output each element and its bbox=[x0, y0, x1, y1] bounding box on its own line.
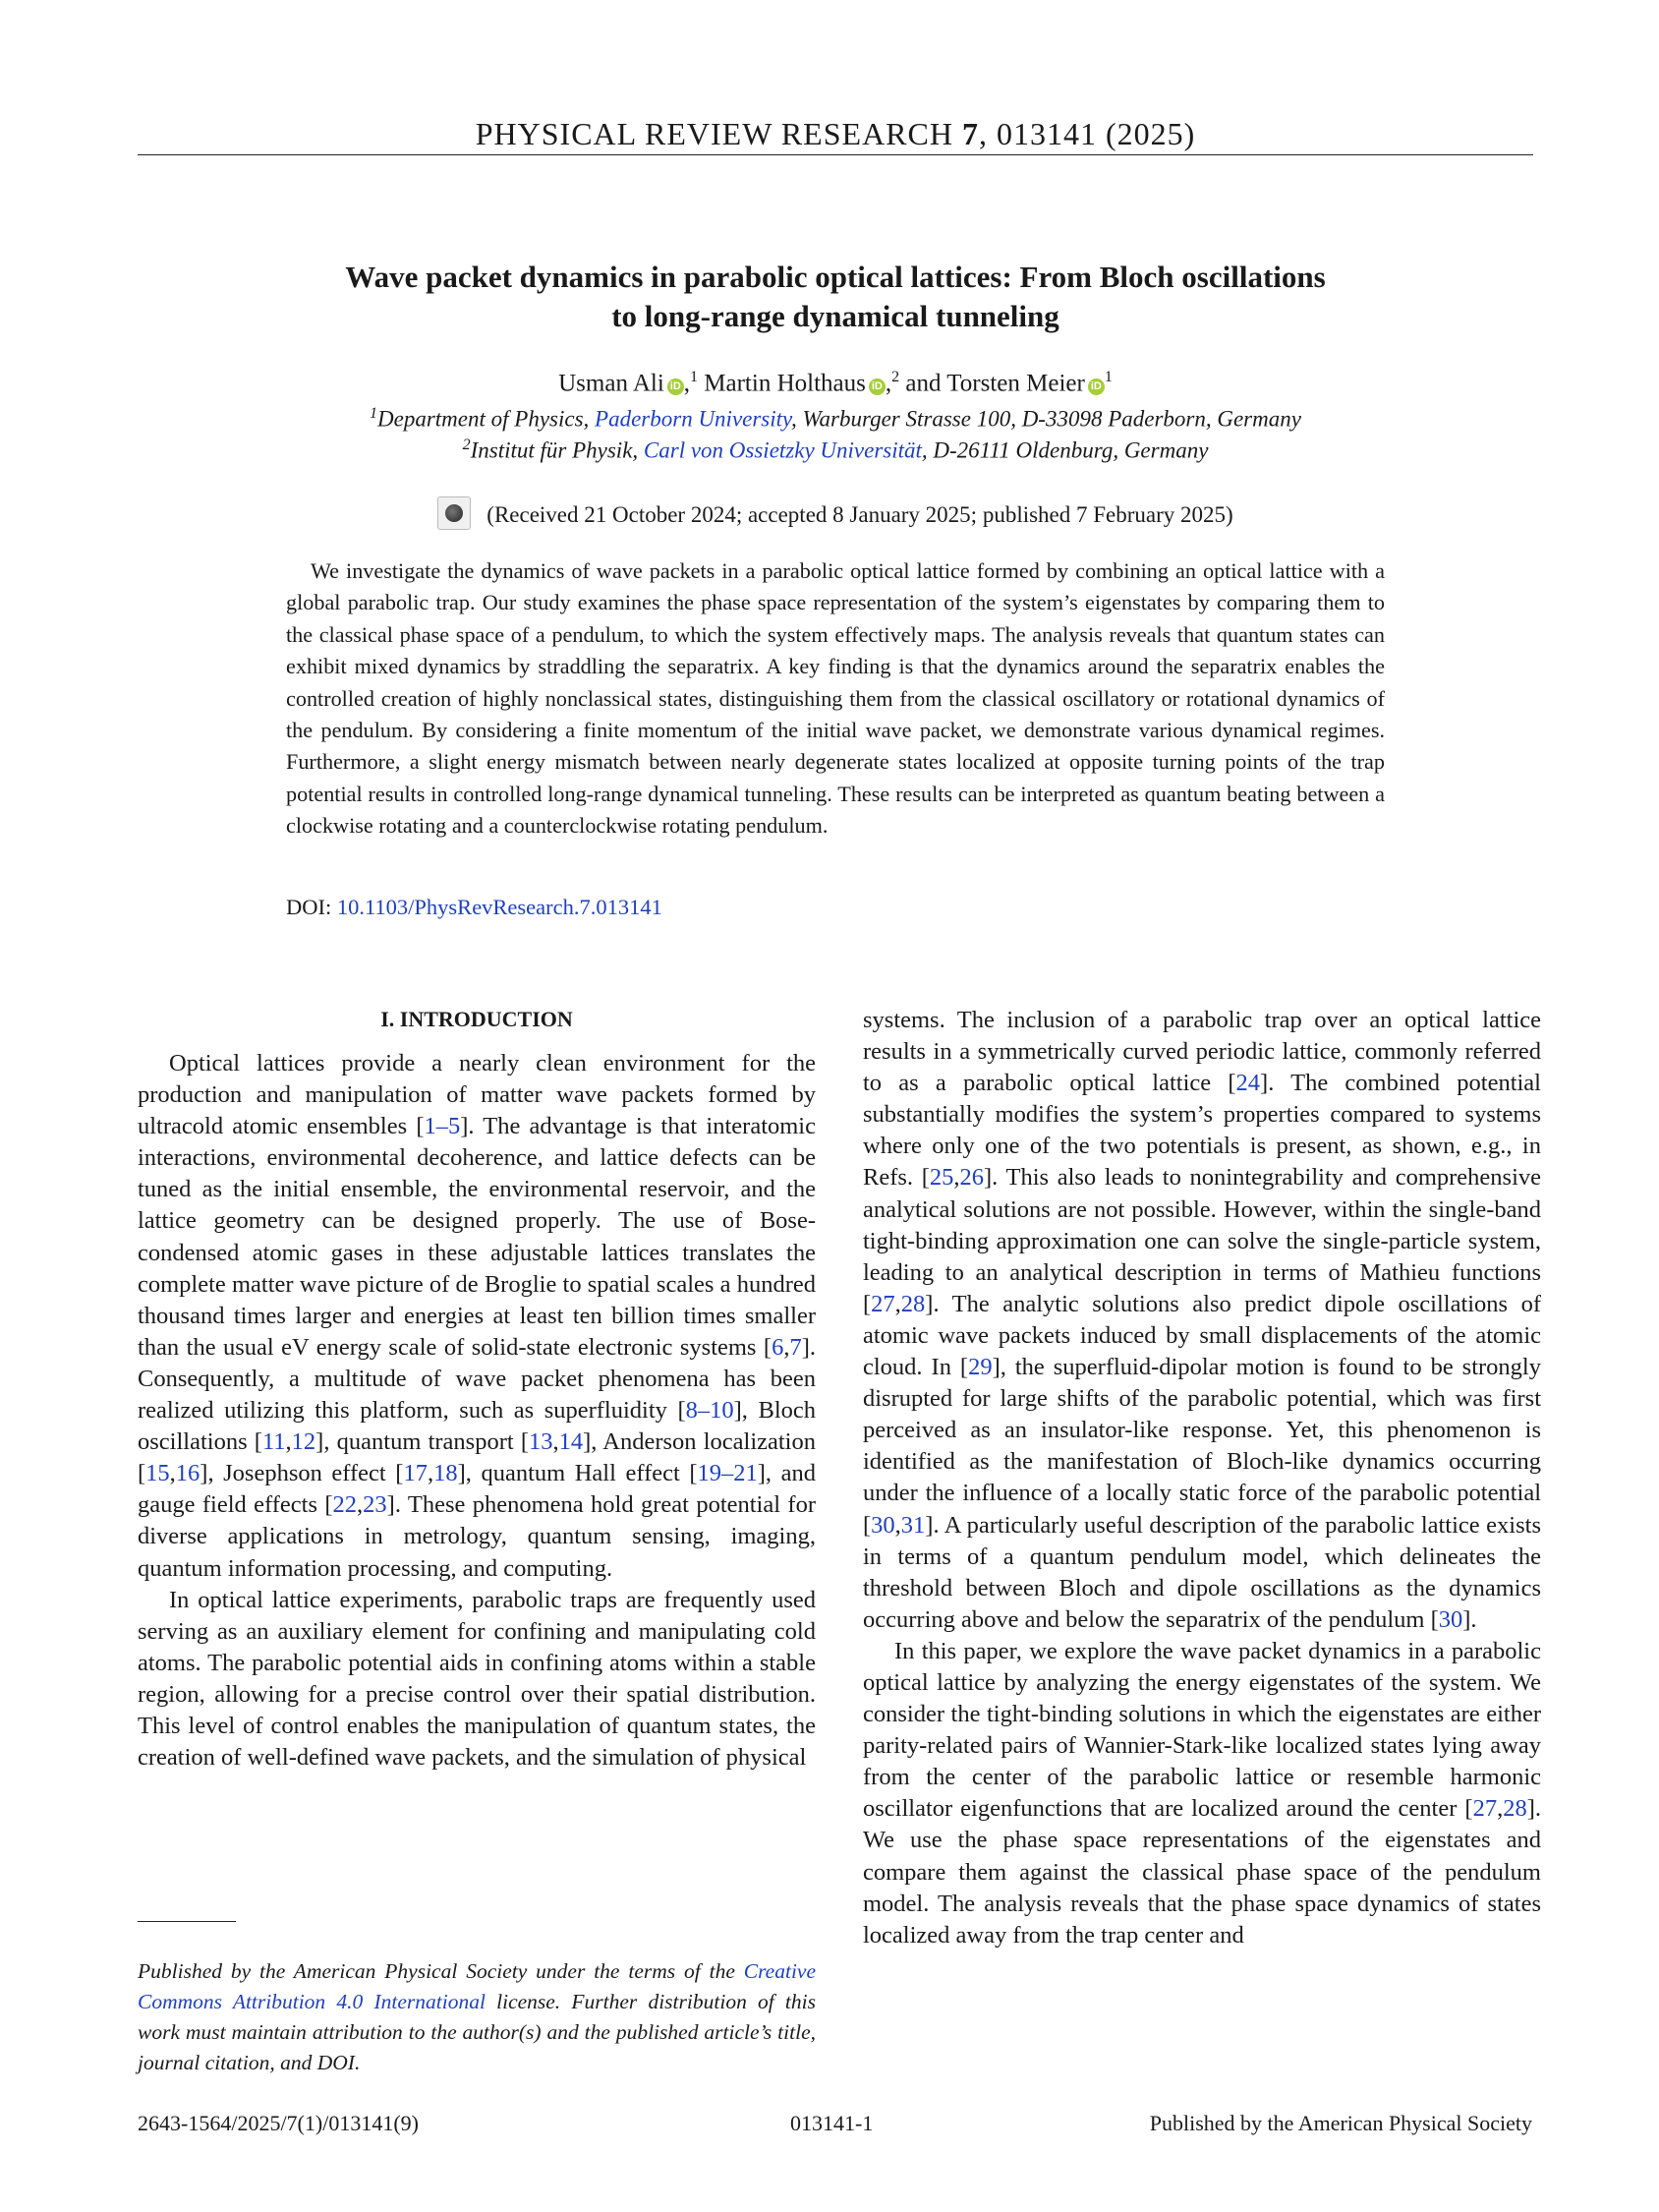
journal-volume: 7 bbox=[961, 116, 979, 151]
paragraph-text: , bbox=[357, 1491, 364, 1519]
paragraph-text: ]. This also leads to nonintegrability and comprehensive analytical solutions are not possible. However, within the single-band tight-binding approximation one can solve the single-particle system, leading to an analytical description in terms of Mathieu functions [ bbox=[863, 1164, 1542, 1317]
right-column bbox=[863, 1005, 1541, 1951]
footnote-rule bbox=[138, 1921, 236, 1922]
journal-name: PHYSICAL REVIEW RESEARCH bbox=[475, 116, 953, 151]
orcid-icon[interactable]: iD bbox=[667, 378, 684, 395]
paragraph-text: , bbox=[552, 1428, 559, 1456]
left-column bbox=[138, 1005, 816, 1774]
paragraph bbox=[138, 1585, 816, 1775]
citation-link[interactable]: 7 bbox=[789, 1333, 802, 1361]
paragraph-text: , bbox=[169, 1460, 176, 1487]
citation-link[interactable]: 25 bbox=[929, 1164, 954, 1192]
citation-link[interactable]: 30 bbox=[1438, 1605, 1463, 1633]
paragraph-text: ]. Consequently, a multitude of wave packet phenomena has been realized utilizing this platform, such as superfluidity [ bbox=[138, 1333, 816, 1425]
paragraph bbox=[863, 1005, 1541, 1636]
footer-page-number: 013141-1 bbox=[790, 2111, 874, 2135]
paragraph-text: , bbox=[1497, 1795, 1504, 1823]
paper-title bbox=[236, 258, 1435, 336]
paragraph-text: ]. The combined potential substantially modifies the system’s properties compared to systems where only one of the two potentials is present, as shown, e.g., in Refs. [ bbox=[863, 1070, 1541, 1192]
author-name: Torsten Meier bbox=[946, 370, 1085, 397]
citation-link[interactable]: 24 bbox=[1235, 1070, 1261, 1097]
check-for-updates-icon[interactable] bbox=[437, 496, 471, 530]
paragraph-text: ], and gauge field effects [ bbox=[138, 1460, 816, 1519]
paragraph-text: , bbox=[894, 1511, 901, 1539]
doi-line: DOI: 10.1103/PhysRevResearch.7.013141 bbox=[286, 895, 662, 919]
paragraph-text: ], quantum Hall effect [ bbox=[457, 1460, 698, 1487]
author-affil-mark: 1 bbox=[1104, 369, 1113, 385]
author-affil-mark: 1 bbox=[690, 369, 699, 385]
affiliation-link[interactable]: Paderborn University bbox=[595, 406, 791, 432]
paragraph bbox=[138, 1048, 816, 1585]
citation-link[interactable]: 18 bbox=[433, 1460, 458, 1487]
journal-article: , 013141 (2025) bbox=[978, 116, 1196, 151]
citation-link[interactable]: 12 bbox=[291, 1428, 316, 1456]
orcid-icon[interactable]: iD bbox=[1088, 378, 1105, 395]
citation-link[interactable]: 31 bbox=[900, 1511, 926, 1539]
citation-link[interactable]: 19–21 bbox=[697, 1460, 758, 1487]
license-footnote: Published by the American Physical Society under the terms of the Creative Commons Attribution 4.0 International license. Further distribution of this work must maintain attribution to the author(s) and the published article’s title, journal citation, and DOI. bbox=[138, 1959, 816, 2074]
title-line-1: Wave packet dynamics in parabolic optical lattices: From Bloch oscillations bbox=[345, 260, 1326, 294]
license-link[interactable]: Creative Commons Attribution 4.0 International bbox=[138, 1959, 816, 2013]
citation-link[interactable]: 26 bbox=[959, 1164, 984, 1192]
header-rule bbox=[138, 154, 1533, 155]
citation-link[interactable]: 27 bbox=[1472, 1795, 1498, 1823]
citation-link[interactable]: 16 bbox=[175, 1460, 200, 1487]
doi-link[interactable]: 10.1103/PhysRevResearch.7.013141 bbox=[336, 895, 662, 919]
paragraph-text: ]. We use the phase space representations of the eigenstates and compare them against the classical phase space of the pendulum model. The analysis reveals that the phase space dynamics of states localized away from the trap center and bbox=[863, 1795, 1541, 1949]
paragraph-text: ], Josephson effect [ bbox=[200, 1460, 404, 1487]
paragraph-text: , bbox=[285, 1428, 292, 1456]
citation-link[interactable]: 30 bbox=[871, 1511, 895, 1539]
citation-link[interactable]: 6 bbox=[772, 1333, 784, 1361]
citation-link[interactable]: 28 bbox=[1503, 1795, 1527, 1823]
paragraph-text: , bbox=[953, 1164, 960, 1192]
author-list: Usman Ali iD ,$^1$ Martin Holthaus iD ,$^2$ and Torsten Meier $iD^1$ bbox=[558, 369, 1113, 397]
citation-link[interactable]: 14 bbox=[558, 1428, 584, 1456]
section-heading: I. INTRODUCTION bbox=[380, 1007, 573, 1031]
citation-link[interactable]: 23 bbox=[363, 1491, 387, 1519]
author-name: Usman Ali bbox=[558, 370, 664, 397]
paragraph-text: ], Bloch oscillations [ bbox=[138, 1397, 817, 1456]
affiliation-link[interactable]: Carl von Ossietzky Universität bbox=[643, 437, 922, 463]
citation-link[interactable]: 29 bbox=[968, 1354, 993, 1381]
footer-publisher: Published by the American Physical Society bbox=[1149, 2111, 1532, 2135]
paragraph-text: In optical lattice experiments, parabolic traps are frequently used serving as an auxiliary element for confining and manipulating cold atoms. The parabolic potential aids in confining atoms within a stable region, allowing for a precise control over their spatial distribution. This level of control enables the manipulation of quantum states, the creation of well-defined wave packets, and the simulation of physical bbox=[138, 1586, 816, 1772]
paragraph-text: Optical lattices provide a nearly clean environment for the production and manipulation of matter wave packets formed by ultracold atomic ensembles [ bbox=[138, 1050, 816, 1140]
citation-link[interactable]: 15 bbox=[145, 1460, 170, 1487]
journal-header bbox=[138, 116, 1533, 152]
citation-link[interactable]: 13 bbox=[529, 1428, 553, 1456]
paragraph bbox=[863, 1636, 1541, 1951]
paragraph-text: , bbox=[783, 1333, 790, 1361]
citation-link[interactable]: 27 bbox=[871, 1290, 895, 1317]
paragraph-text: ], the superfluid-dipolar motion is found to be strongly disrupted for large shifts of the parabolic potential, which was first perceived as an insulator-like response. Yet, this phenomenon is identified as the manifestation of Bloch-like dynamics occurring under the influence of a locally static force of the parabolic potential [ bbox=[863, 1354, 1541, 1539]
citation-link[interactable]: 17 bbox=[403, 1460, 428, 1487]
paragraph-text: ]. The advantage is that interatomic interactions, environmental decoherence, and lattice defects can be tuned as the initial ensemble, the environmental reservoir, and the lattice geometry can be designed properly. The use of Bose-condensed atomic gases in these adjustable lattices translates the complete matter wave picture of de Broglie to spatial scales a hundred thousand times larger and energies at least ten billion times smaller than the usual eV energy scale of solid-state electronic systems [ bbox=[138, 1113, 816, 1361]
paragraph-text: ], quantum transport [ bbox=[315, 1428, 530, 1456]
paragraph-text: ], Anderson localization [ bbox=[138, 1428, 816, 1487]
title-line-2: to long-range dynamical tunneling bbox=[611, 299, 1059, 333]
citation-link[interactable]: 8–10 bbox=[685, 1397, 734, 1425]
paragraph-text: ]. These phenomena hold great potential for diverse applications in metrology, quantum sensing, imaging, quantum information processing, and computing. bbox=[138, 1491, 816, 1582]
citation-link[interactable]: 11 bbox=[261, 1428, 286, 1456]
paragraph-text: ]. A particularly useful description of the parabolic lattice exists in terms of a quantum pendulum model, which delineates the threshold between Bloch and dipole oscillations as the dynamics occurring above and below the separatrix of the pendulum [ bbox=[863, 1511, 1541, 1633]
paragraph-text: ]. The analytic solutions also predict dipole oscillations of atomic wave packets induced by small displacements of the atomic cloud. In [ bbox=[863, 1290, 1541, 1381]
author-name: Martin Holthaus bbox=[704, 370, 866, 397]
citation-link[interactable]: 1–5 bbox=[424, 1113, 461, 1140]
author-affil-mark: 2 bbox=[891, 369, 900, 385]
paragraph-text: systems. The inclusion of a parabolic trap over an optical lattice results in a symmetrically curved periodic lattice, commonly referred to as a parabolic optical lattice [ bbox=[863, 1007, 1541, 1097]
affiliation-1: $^1$Department of Physics, Paderborn University, Warburger Strasse 100, D-33098 Paderborn, Germany bbox=[370, 405, 1301, 432]
paragraph-text: In this paper, we explore the wave packet dynamics in a parabolic optical lattice by analyzing the energy eigenstates of the system. We consider the tight-binding solutions in which the eigenstates are either parity-related pairs of Wannier-Stark-like localized states lying away from the center of the parabolic lattice or resemble harmonic oscillator eigenfunctions that are localized around the center [ bbox=[863, 1637, 1541, 1823]
orcid-icon[interactable]: iD bbox=[869, 378, 886, 395]
footer-issn: 2643-1564/2025/7(1)/013141(9) bbox=[138, 2111, 419, 2135]
paragraph-text: , bbox=[894, 1290, 901, 1317]
affiliation-2: $^2$Institut für Physik, Carl von Ossietzky Universität, D-26111 Oldenburg, Germany bbox=[462, 437, 1209, 463]
citation-link[interactable]: 22 bbox=[332, 1491, 358, 1519]
abstract: We investigate the dynamics of wave packets in a parabolic optical lattice formed by combining an optical lattice with a global parabolic trap. Our study examines the phase space representation of the system’s eigenstates by comparing them to the classical phase space of a pendulum, to which the system effectively maps. The analysis reveals that quantum states can exhibit mixed dynamics by straddling the separatrix. A key finding is that the dynamics around the separatrix enables the controlled creation of highly nonclassical states, distinguishing them from the classical oscillatory or rotational dynamics of the pendulum. By considering a finite momentum of the initial wave packet, we demonstrate various dynamical regimes. Furthermore, a slight energy mismatch between nearly degenerate states localized at opposite turning points of the trap potential results in controlled long-range dynamical tunneling. These results can be interpreted as quantum beating between a clockwise rotating and a counterclockwise rotating pendulum. bbox=[286, 558, 1385, 839]
paragraph-text: , bbox=[427, 1460, 434, 1487]
citation-link[interactable]: 28 bbox=[900, 1290, 926, 1317]
received-dates: (Received 21 October 2024; accepted 8 January 2025; published 7 February 2025) bbox=[236, 496, 1435, 530]
paragraph-text: ]. bbox=[1462, 1605, 1477, 1633]
